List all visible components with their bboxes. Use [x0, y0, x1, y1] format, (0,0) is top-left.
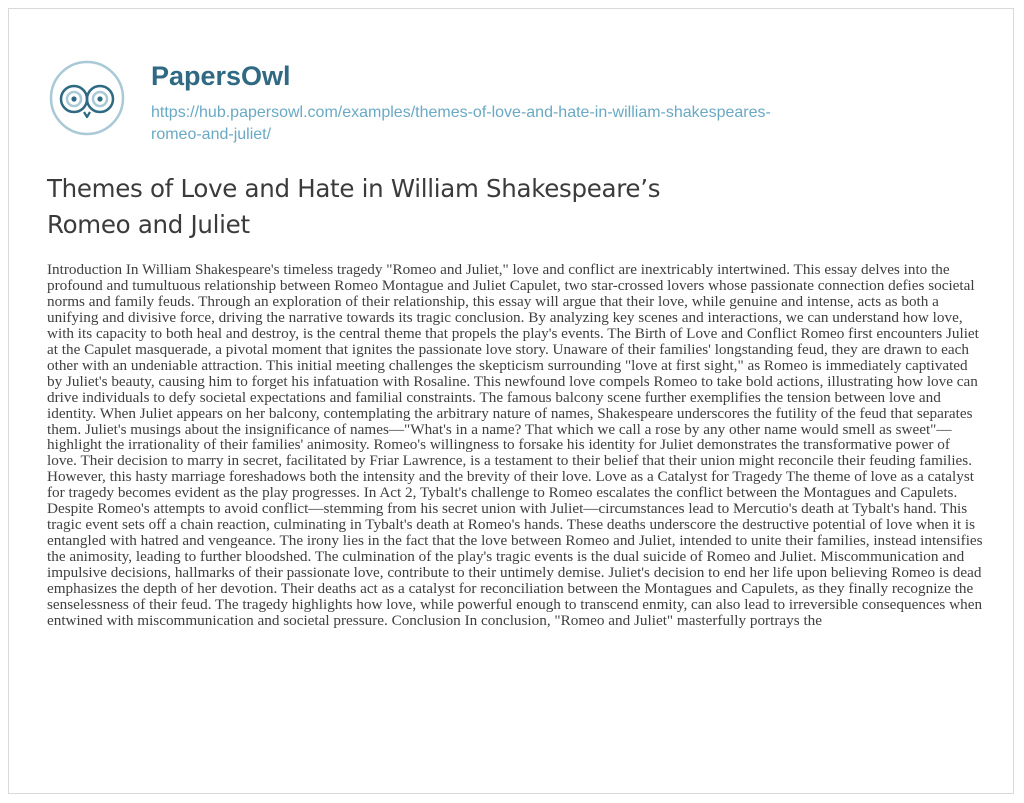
header: [47, 60, 911, 146]
source-url-line-1[interactable]: https://hub.papersowl.com/examples/themes-of-love-and-hate-in-william-shakespeares-: [151, 104, 771, 121]
source-url-line-2[interactable]: romeo-and-juliet/: [151, 126, 272, 143]
essay-title-line-2: Romeo and Juliet: [47, 210, 250, 239]
brand-block: [151, 60, 911, 146]
brand-name: PapersOwl: [151, 61, 291, 91]
essay-body: Introduction In William Shakespeare's timeless tragedy "Romeo and Juliet," love and conflict are inextricably intertwined. This essay delves into the profound and tumultuous relationship between Romeo Montague and Juliet Capulet, two star-crossed lovers whose passionate connection defies societal norms and family feuds. Through an exploration of their relationship, this essay will argue that their love, while genuine and intense, acts as both a unifying and divisive force, driving the narrative towards its tragic conclusion. By analyzing key scenes and interactions, we can understand how love, with its capacity to both heal and destroy, is the central theme that propels the play's events. The Birth of Love and Conflict Romeo first encounters Juliet at the Capulet masquerade, a pivotal moment that ignites the passionate love story. Unaware of their families' longstanding feud, they are drawn to each other with an undeniable attraction. This initial meeting challenges the skepticism surrounding "love at first sight," as Romeo is immediately captivated by Juliet's beauty, causing him to forget his infatuation with Rosaline. This newfound love compels Romeo to take bold actions, illustrating how love can drive individuals to defy societal expectations and familial constraints. The famous balcony scene further exemplifies the tension between love and identity. When Juliet appears on her balcony, contemplating the arbitrary nature of names, Shakespeare underscores the futility of the feud that separates them. Juliet's musings about the insignificance of names—"What's in a name? That which we call a rose by any other name would smell as sweet"—highlight the irrationality of their families' animosity. Romeo's willingness to forsake his identity for Juliet demonstrates the transformative power of love. Their decision to marry in secret, facilitated by Friar Lawrence, is a testament to their belief that their union might reconcile their feuding families. However, this hasty marriage foreshadows both the intensity and the brevity of their love. Love as a Catalyst for Tragedy The theme of love as a catalyst for tragedy becomes evident as the play progresses. In Act 2, Tybalt's challenge to Romeo escalates the conflict between the Montagues and Capulets. Despite Romeo's attempts to avoid conflict—stemming from his secret union with Juliet—circumstances lead to Mercutio's death at Tybalt's hand. This tragic event sets off a chain reaction, culminating in Tybalt's death at Romeo's hands. These deaths underscore the destructive potential of love when it is entangled with hatred and vengeance. The irony lies in the fact that the love between Romeo and Juliet, intended to unite their families, instead intensifies the animosity, leading to further bloodshed. The culmination of the play's tragic events is the dual suicide of Romeo and Juliet. Miscommunication and impulsive decisions, hallmarks of their passionate love, contribute to their untimely demise. Juliet's decision to end her life upon believing Romeo is dead emphasizes the depth of her devotion. Their deaths act as a catalyst for reconciliation between the Montagues and Capulets, as they finally recognize the senselessness of their feud. The tragedy highlights how love, while powerful enough to transcend enmity, can also lead to irreversible consequences when entwined with miscommunication and societal pressure. Conclusion In conclusion, "Romeo and Juliet" masterfully portrays the: [47, 261, 983, 629]
owl-eyes-icon: [47, 60, 127, 136]
source-url[interactable]: [151, 102, 911, 146]
essay-title-line-1: Themes of Love and Hate in William Shakespeare’s: [47, 174, 661, 203]
essay-title: [47, 171, 947, 243]
